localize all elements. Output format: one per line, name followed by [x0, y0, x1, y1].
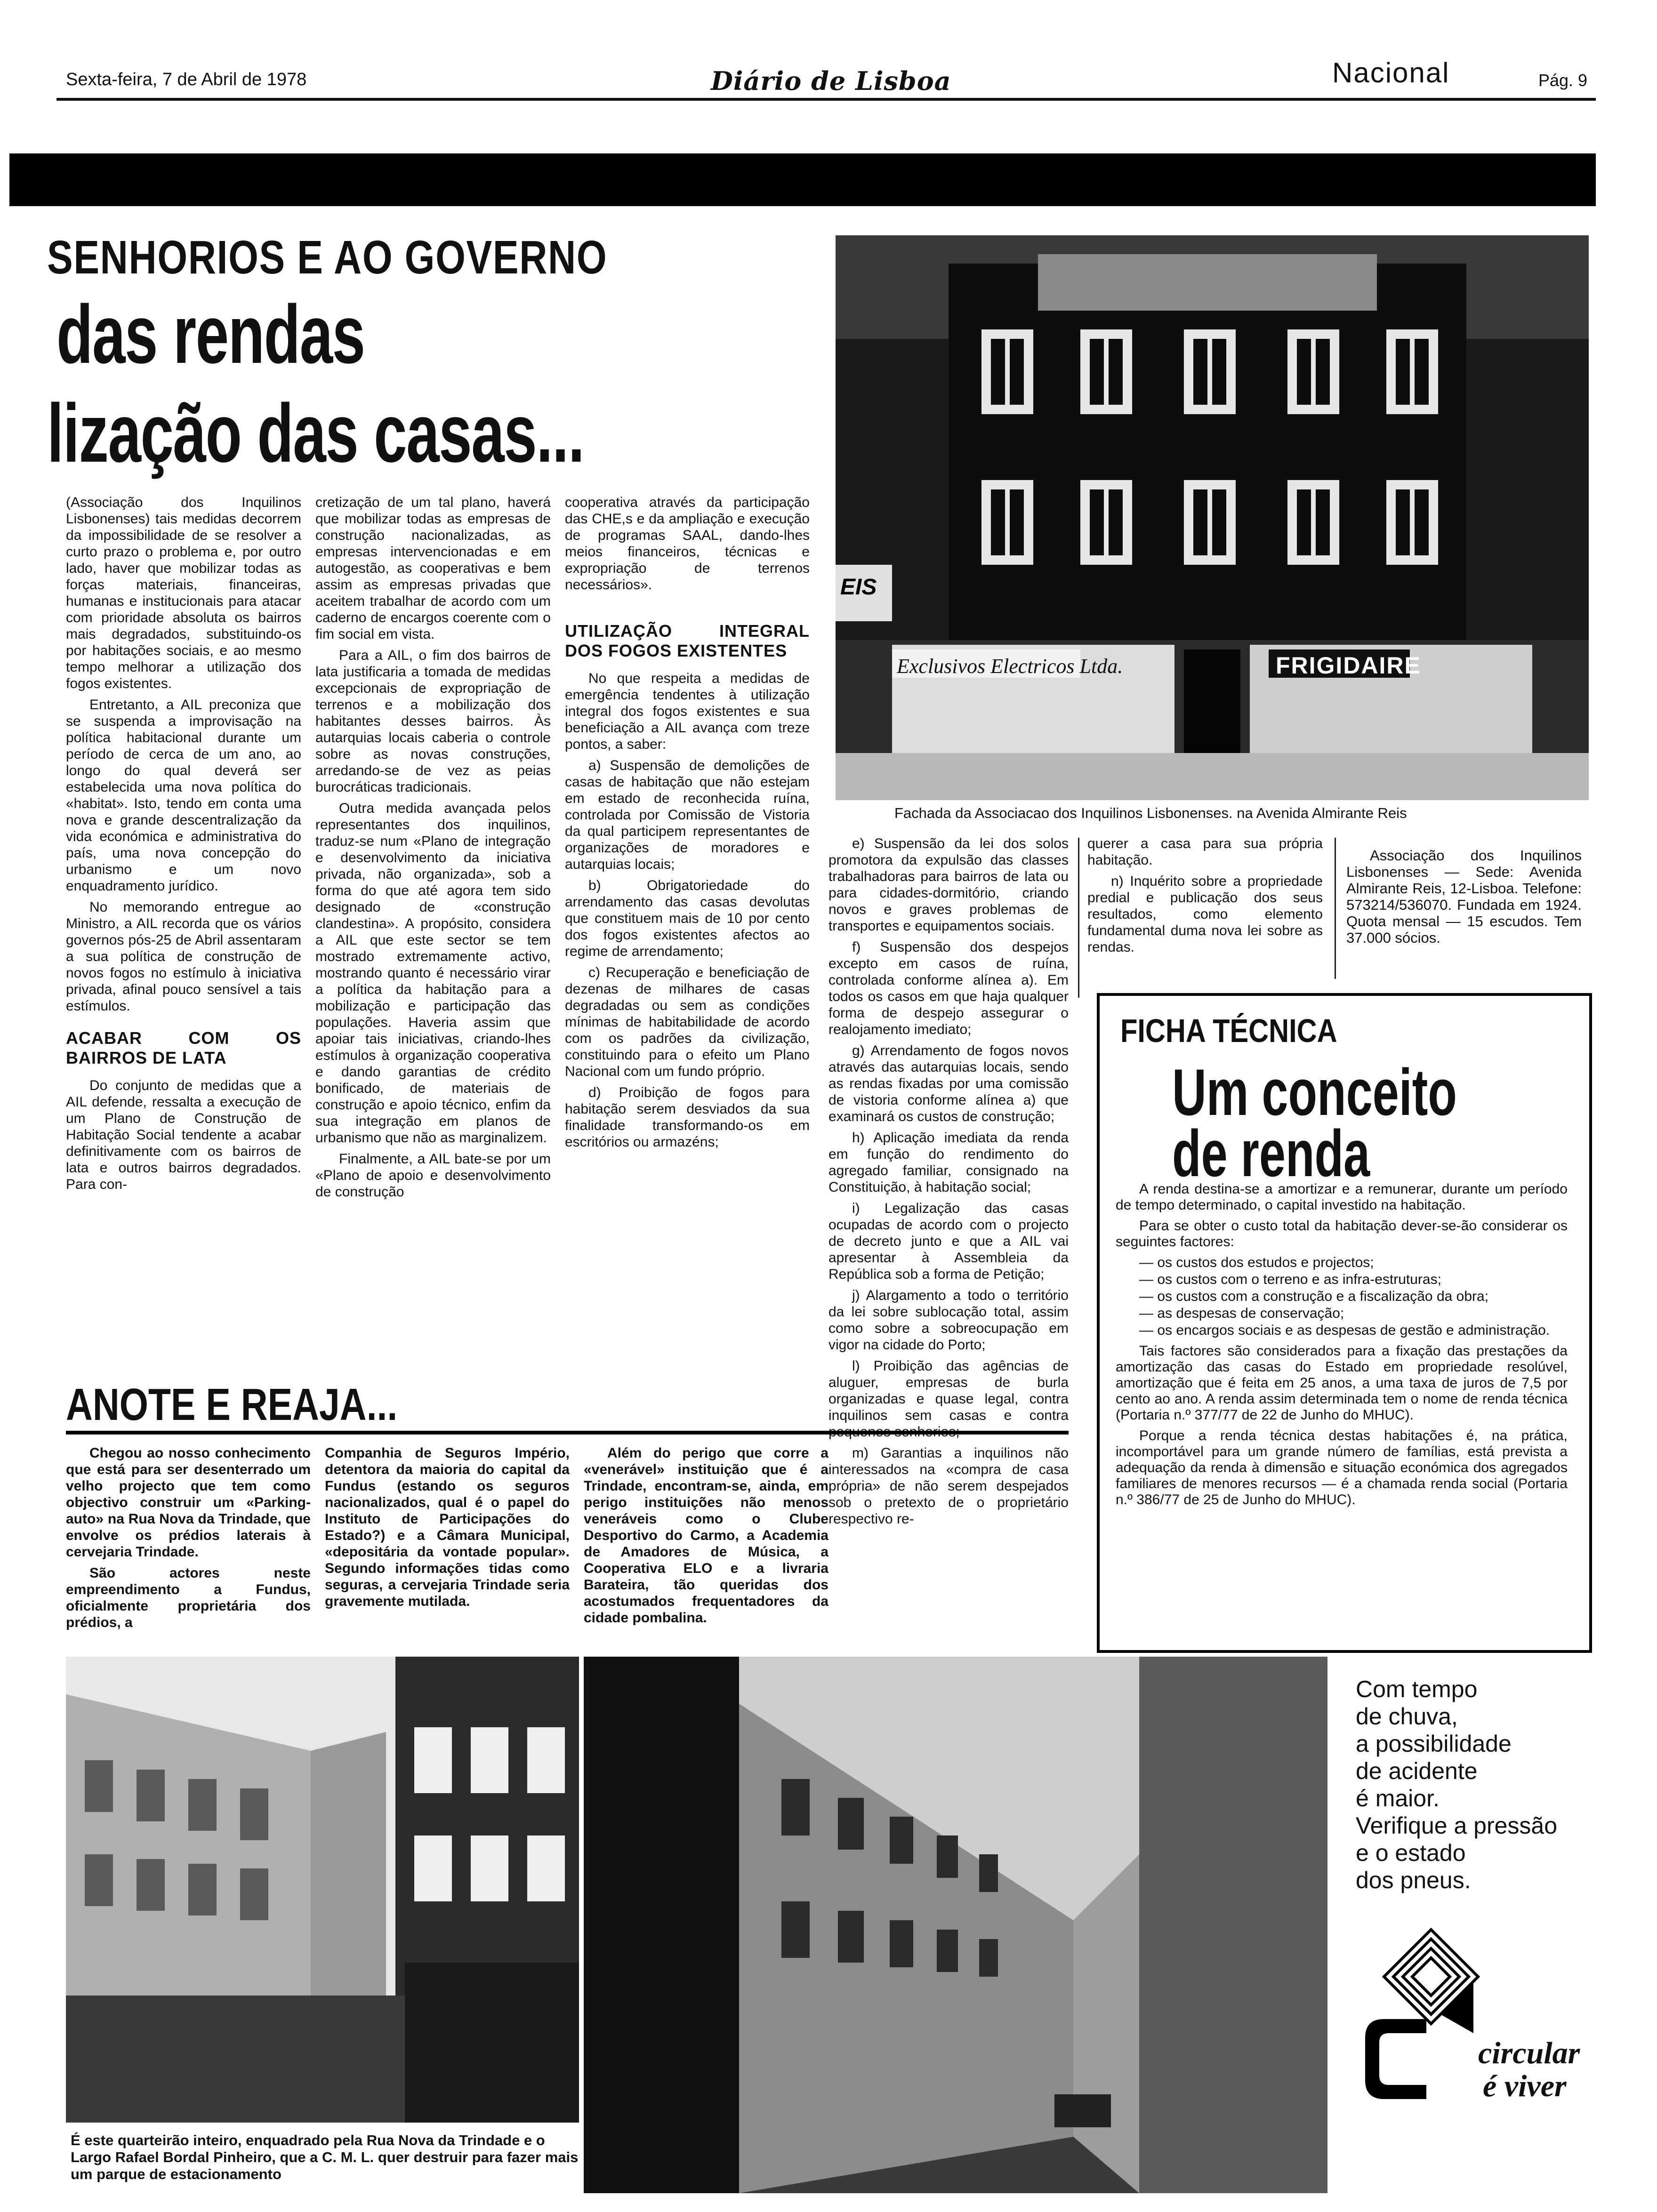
- advert-text: [1356, 1675, 1557, 1894]
- article-column-3: [565, 494, 810, 1155]
- advert-line: Com tempo: [1356, 1676, 1478, 1702]
- paragraph: Entretanto, a AIL preconiza que se suspenda a improvisação na política habitacional durante um período de cerca de um ano, ao longo do qual deverá ser estabelecida uma nova política do «habitat». Isto, tendo em conta uma nova e grande descentralização da vida económica e administrativa do país, uma nova concepção do urbanismo e um novo enquadramento jurídico.: [66, 697, 301, 894]
- anote-column-2: [325, 1445, 570, 1614]
- paragraph: São actores neste empreendimento a Fundus, oficialmente proprietária dos prédios, a: [66, 1565, 311, 1630]
- paragraph: cretização de um tal plano, haverá que mobilizar todas as empresas de construção nacionalizadas, as empresas intervencionadas e em autogestão, as cooperativas e bem assim as empresas privadas que aceitem trabalhar de acordo com um caderno de encargos coerente com o fim social em vista.: [315, 495, 551, 642]
- article-column-1: [66, 494, 301, 1197]
- paragraph: n) Inquérito sobre a propriedade predial e publicação dos seus resultados, como elemento fundamental duma nova lei sobre as rendas.: [1087, 874, 1323, 955]
- article-column-4: [828, 835, 1069, 1532]
- advert-line: é maior.: [1356, 1785, 1440, 1811]
- street-photo-right: [584, 1657, 1327, 2193]
- bottom-photo-caption: É este quarteirão inteiro, enquadrado pela Rua Nova da Trindade e o Largo Rafael Bordal Pinheiro, que a C. M. L. quer destruir para fazer mais um parque de estacionamento: [71, 2132, 579, 2182]
- masthead-date: Sexta-feira, 7 de Abril de 1978: [66, 70, 307, 89]
- street-illustration-right: [584, 1657, 1327, 2193]
- street-photo-left: [66, 1657, 579, 2123]
- paragraph: Do conjunto de medidas que a AIL defende, ressalta a execução de um Plano de Construção de Habitação Social tendente a acabar definitivamente com os bairros de lata e outros bairros degradados. Para con-: [66, 1078, 301, 1192]
- anote-column-3: [584, 1445, 828, 1631]
- advert-line: Verifique a pressão: [1356, 1812, 1558, 1839]
- paragraph: b) Obrigatoriedade do arrendamento das casas devolutas que constituem mais de 10 por cento dos fogos existentes afectos ao regime de arrendamento;: [565, 878, 810, 959]
- ficha-title-line2: de renda: [1172, 1116, 1370, 1190]
- advert-line: dos pneus.: [1356, 1867, 1471, 1893]
- ficha-label: FICHA TÉCNICA: [1120, 1012, 1337, 1049]
- paragraph: e) Suspensão da lei dos solos promotora da expulsão das classes trabalhadoras para bairros de lata ou para cidades-dormitório, criando novos e graves problemas de transportes e equipamentos sociais.: [828, 836, 1069, 934]
- frigidaire-sign: FRIGIDAIRE: [1276, 652, 1421, 679]
- list-item: — os custos com a construção e a fiscalização da obra;: [1139, 1289, 1489, 1304]
- paragraph: cooperativa através da participação das CHE,s e da ampliação e execução de programas SAAL, dando-lhes meios financeiros, técnicas e expropriação de terrenos necessários».: [565, 495, 810, 593]
- paragraph: a) Suspensão de demolições de casas de habitação que não estejam em estado de reconhecida ruína, controlada por Comissão de Vistoria da qual participem representantes de organizações de moradores e autarquias locais;: [565, 758, 810, 872]
- paragraph: Para se obter o custo total da habitação dever-se-ão considerar os seguintes factores:: [1116, 1218, 1568, 1250]
- page-number: Pág. 9: [1538, 71, 1588, 90]
- column-divider: [1078, 838, 1079, 998]
- headline-line1: das rendas: [56, 289, 365, 381]
- paragraph: Chegou ao nosso conhecimento que está para ser desenterrado um velho projecto que tem como objectivo construir um «Parking-auto» na Rua Nova da Trindade, que envolve os prédios laterais à cervejaria Trindade.: [66, 1445, 311, 1560]
- ficha-title-line1: Um conceito: [1172, 1055, 1457, 1129]
- paragraph: f) Suspensão dos despejos excepto em casos de ruína, controlada conforme alínea a). Em todos os casos em que haja qualquer forma de despejo assegurar o realojamento imediato;: [828, 939, 1069, 1037]
- subheading: ACABAR COM OS BAIRROS DE LATA: [66, 1028, 301, 1067]
- paragraph: i) Legalização das casas ocupadas de acordo com o projecto de decreto junto e que a AIL vai apresentar à Assembleia da República sob a forma de Petição;: [828, 1201, 1069, 1282]
- headline-line2: lização das casas...: [47, 387, 584, 480]
- paragraph: h) Aplicação imediata da renda em função do rendimento do agregado familiar, consignado na Constituição, à habitação social;: [828, 1130, 1069, 1195]
- paragraph: m) Garantias a inquilinos não interessados na «compra de casa própria» de não serem despejados sob o pretexto de o proprietário respectivo re-: [828, 1445, 1069, 1527]
- paragraph: Outra medida avançada pelos representantes dos inquilinos, traduz-se num «Plano de integração e desenvolvimento da iniciativa privada, não organizada», sob a forma do que até agora tem sido designado de «construção clandestina». A propósito, considera a AIL que este sector se tem mostrado extremamente activo, mostrando quanto é necessário virar a política da habitação para a mobilização e participação das populações. Haveria assim que apoiar tais iniciativas, criando-lhes estímulos à organização cooperativa e dando garantias de crédito bonificado, de materiais de construção e apoio técnico, enfim da sua integração em planos de urbanismo que não as marginalizem.: [315, 801, 551, 1146]
- paragraph: Finalmente, a AIL bate-se por um «Plano de apoio e desenvolvimento de construção: [315, 1151, 551, 1200]
- list-item: — os custos com o terreno e as infra-estruturas;: [1139, 1272, 1441, 1287]
- advert-line: e o estado: [1356, 1840, 1466, 1866]
- list-item: — os custos dos estudos e projectos;: [1139, 1255, 1374, 1270]
- advert-slogan-1: circular: [1478, 2036, 1580, 2070]
- paragraph: l) Proibição das agências de aluguer, empresas de burla organizadas e quase legal, contra inquilinos sem casas e contra: [828, 1358, 1069, 1423]
- newspaper-name: Diário de Lisboa: [711, 66, 951, 96]
- paragraph: Associação dos Inquilinos Lisbonenses — Sede: Avenida Almirante Reis, 12-Lisboa. Telefone: 573214/536070. Fundada em 1924. Quota mensal — 15 escudos. Tem 37.000 sócios.: [1346, 847, 1582, 946]
- anote-title: ANOTE E REAJA...: [66, 1379, 398, 1430]
- article-column-2: [315, 494, 551, 1205]
- facade-caption: Fachada da Associacao dos Inquilinos Lisbonenses. na Avenida Almirante Reis: [894, 805, 1407, 821]
- black-banner: [9, 153, 1596, 206]
- facade-photo: [836, 235, 1589, 800]
- list-item: — os encargos sociais e as despesas de gestão e administração.: [1139, 1322, 1550, 1338]
- paragraph: Tais factores são considerados para a fixação das prestações da amortização das casas do Estado em propriedade resolúvel, amortização que é feita em 25 anos, a uma taxa de juros de 7,5 por cento ao ano. A renda assim determinada tem o nome de renda técnica (Portaria n.º 377/77 de 22 de Junho do MHUC).: [1116, 1343, 1568, 1423]
- advert-line: de chuva,: [1356, 1703, 1458, 1730]
- advert-slogan-2: é viver: [1483, 2069, 1567, 2103]
- shop-sign: Exclusivos Electricos Ltda.: [897, 655, 1123, 678]
- paragraph: Companhia de Seguros Império, detentora da maioria do capital da Fundus (estando os seguros nacionalizados, qual é o papel do Instituto de Participações do Estado?) e a Câmara Municipal, «depositária da vontade popular». Segundo informações tidas como seguras, a cervejaria Trindade seria gravemente mutilada.: [325, 1445, 570, 1609]
- sign-left: EIS: [840, 575, 877, 600]
- paragraph: c) Recuperação e beneficiação de dezenas de milhares de casas degradadas ou sem as condições mínimas de habitabilidade de acordo com os padrões da civilização, constituindo para o efeito um Plano Nacional com um fundo próprio.: [565, 965, 810, 1079]
- subheading: UTILIZAÇÃO INTEGRAL DOS FOGOS EXISTENTES: [565, 621, 810, 660]
- section-name: Nacional: [1332, 57, 1450, 88]
- paragraph: g) Arrendamento de fogos novos através das autarquias locais, sendo as rendas fixadas por uma comissão de vistoria conforme alínea a) que examinará os custos de construção;: [828, 1043, 1069, 1124]
- anote-column-1: [66, 1445, 311, 1635]
- paragraph: j) Alargamento a todo o território da lei sobre sublocação total, assim como sobre a sobreocupação em vigor na cidade do Porto;: [828, 1288, 1069, 1353]
- paragraph: A renda destina-se a amortizar e a remunerar, durante um período de tempo determinado, o capital investido na habitação.: [1116, 1181, 1568, 1213]
- advert-line: a possibilidade: [1356, 1731, 1512, 1757]
- facade-illustration: [836, 235, 1589, 800]
- paragraph: Além do perigo que corre a «venerável» instituição que é a Trindade, encontram-se, ainda, em perigo instituições não menos veneráveis como o Clube Desportivo do Carmo, a Academia de Amadores de Música, a Cooperativa ELO e a livraria Barateira, tão queridas dos acostumados frequentadores da cidade pombalina.: [584, 1445, 828, 1626]
- list-item: — as despesas de conservação;: [1139, 1306, 1344, 1321]
- street-illustration-left: [66, 1657, 579, 2123]
- headline-kicker: SENHORIOS E AO GOVERNO: [47, 231, 608, 284]
- article-column-5: [1087, 835, 1323, 960]
- paragraph: querer a casa para sua própria habitação.: [1087, 836, 1323, 868]
- masthead-rule: [56, 98, 1596, 101]
- paragraph: No memorando entregue ao Ministro, a AIL recorda que os vários governos pós-25 de Abril assentaram a sua política de construção de novos fogos no estímulo à iniciativa privada, afinal pouco sensível a tais estímulos.: [66, 899, 301, 1014]
- advert-line: de acidente: [1356, 1758, 1478, 1784]
- anote-rule: [66, 1431, 1069, 1435]
- paragraph: Para a AIL, o fim dos bairros de lata justificaria a tomada de medidas excepcionais de expropriação de terrenos e a mobilização dos habitantes desses bairros. Às autarquias locais caberia o controle sobre as novas construções, arredando-se de vez as peias burocráticas tradicionais.: [315, 648, 551, 795]
- paragraph: Porque a renda técnica destas habitações é, na prática, incomportável para um grande número de famílias, está prevista a adequação da renda à dimensão e situação económica dos agregados familiares de menores recursos — é a chamada renda social (Portaria n.º 386/77 de 25 de Junho do MHUC).: [1116, 1428, 1568, 1507]
- paragraph: (Associação dos Inquilinos Lisbonenses) tais medidas decorrem da impossibilidade de se resolver a curto prazo o problema e, por outro lado, haver que mobilizar todas as forças materiais, financeiras, humanas e institucionais para atacar com prioridade absoluta os bairros mais degradados, substituindo-os por habitações sociais, e ao mesmo tempo melhorar a utilização dos fogos existentes.: [66, 495, 301, 691]
- paragraph: No que respeita a medidas de emergência tendentes à utilização integral dos fogos existentes e sua beneficiação a AIL avança com treze pontos, a saber:: [565, 671, 810, 752]
- paragraph: d) Proibição de fogos para habitação serem desviados da sua finalidade transformando-os em escritórios ou armazéns;: [565, 1085, 810, 1150]
- ficha-text: [1116, 1181, 1568, 1513]
- association-info: [1346, 847, 1582, 951]
- column-divider: [1335, 838, 1336, 979]
